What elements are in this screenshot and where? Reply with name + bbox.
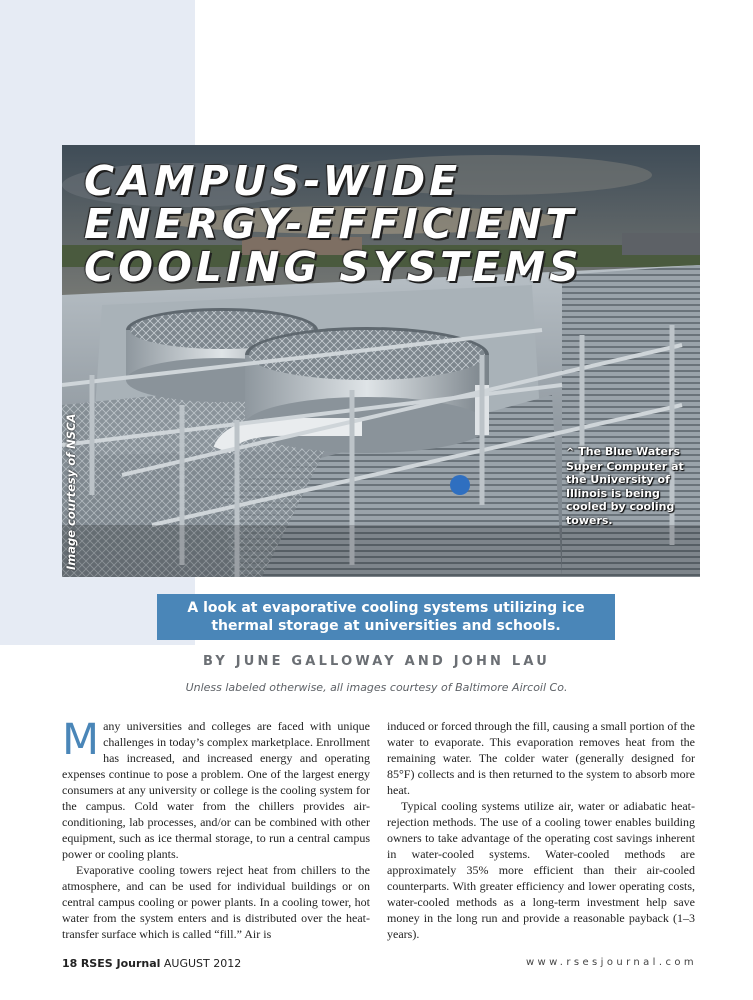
- drop-cap: M: [62, 715, 100, 765]
- body-paragraph: Evaporative cooling towers reject heat from chillers to the atmosphere, and can be used for individual buildings or on central campus cooling or power plants. In a cooling tower, hot water from the system enters and is distributed over the heat-transfer surface which is called “fill.” Air is: [62, 863, 370, 941]
- body-paragraph: induced or forced through the fill, causing a small portion of the water to evaporate. This evaporation removes heat from the remaining water. The colder water (generally designed for 85°F) collects and is then returned to the system to absorb more heat.: [387, 719, 695, 797]
- caret-up-icon: ^: [566, 447, 575, 458]
- body-paragraph: Typical cooling systems utilize air, water or adiabatic heat-rejection methods. The use of a cooling tower enables building owners to take advantage of the operating cost savings inherent in water-cooled systems. Water-cooled methods are approximately 35% more efficient than their air-cooled counterparts. With greater efficiency and lower operating costs, water-cooled methods as a long-term investment help save money in the long run and provide a reasonable payback (1–3 years).: [387, 799, 695, 941]
- body-column-1: [62, 715, 370, 942]
- footer-folio: [62, 957, 241, 970]
- subtitle-box: [157, 594, 615, 640]
- byline: BY JUNE GALLOWAY AND JOHN LAU: [203, 654, 550, 669]
- title-line-1: CAMPUS-WIDE: [84, 157, 462, 205]
- image-credit: Image courtesy of NSCA: [64, 413, 78, 570]
- page-number: 18: [62, 957, 78, 970]
- courtesy-note: Unless labeled otherwise, all images courtesy of Baltimore Aircoil Co.: [185, 681, 568, 694]
- photo-caption: [566, 445, 694, 527]
- title-line-3: COOLING SYSTEMS: [84, 243, 583, 291]
- body-paragraph: [62, 715, 370, 862]
- subtitle-text: A look at evaporative cooling systems utilizing ice thermal storage at universities and schools.: [187, 600, 585, 634]
- journal-name: RSES Journal: [80, 957, 161, 970]
- photo-caption-text: The Blue Waters Super Computer at the University of Illinois is being cooled by cooling towers.: [566, 445, 684, 527]
- paragraph-text: any universities and colleges are faced with unique challenges in today’s complex marketplace. Enrollment has increased, and increased energy and operating expenses continue to pose a problem. One of the largest energy consumers at any university or college is the cooling system for the campus. Cold water from the chillers provides air-conditioning, lab processes, and/or can be combined with other equipment, such as ice thermal storage, to run a central campus power or cooling plants.: [62, 719, 370, 861]
- issue-date: AUGUST 2012: [163, 957, 242, 970]
- website-link[interactable]: www.rsesjournal.com: [525, 957, 697, 968]
- title-line-2: ENERGY-EFFICIENT: [84, 200, 578, 248]
- article-title: [84, 157, 684, 291]
- body-column-2: [387, 718, 695, 942]
